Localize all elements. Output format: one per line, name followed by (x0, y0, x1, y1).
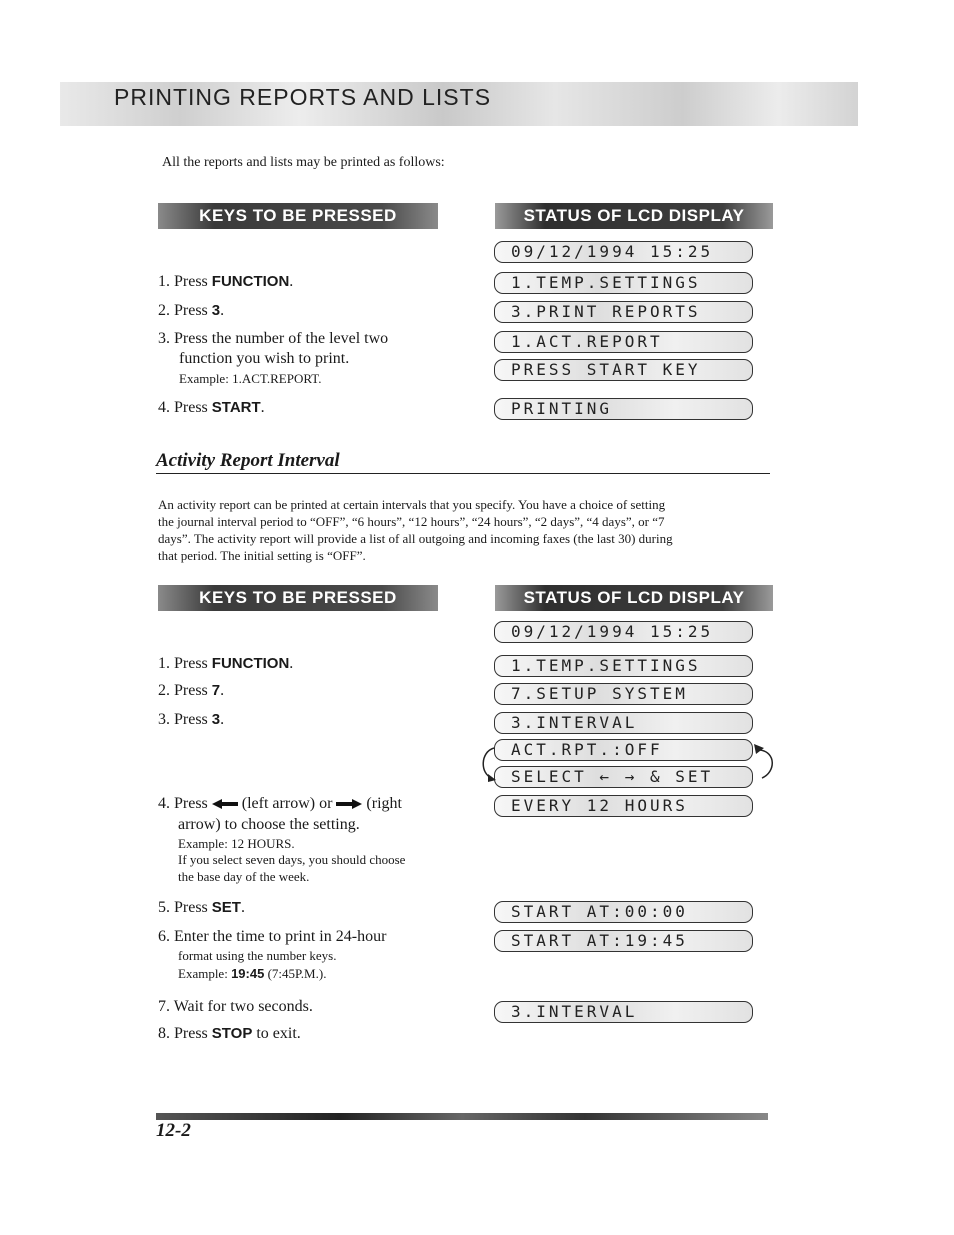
step-2: 2. Press 3. (158, 302, 225, 319)
lcd-display: 09/12/1994 15:25 (494, 241, 753, 263)
lcd-display: 3.INTERVAL (494, 1001, 753, 1023)
section-paragraph: An activity report can be printed at certain intervals that you specify. You have a choice of setting the journal interval period to “OFF”, “6 hours”, “12 hours”, “24 hours”, “2 days”, “4 days”, or “7 days”. The activity report will provide a list of all outgoing and incoming faxes (the last 30) during that period. The initial setting is “OFF”. (158, 497, 673, 563)
lcd-display: EVERY 12 HOURS (494, 795, 753, 817)
section-title: Activity Report Interval (156, 450, 340, 471)
step-6: 6. Enter the time to print in 24-hour (158, 928, 387, 945)
step-5: 5. Press SET. (158, 899, 245, 916)
step-3-line2: function you wish to print. (179, 350, 350, 367)
step-6-example: Example: 19:45 (7:45P.M.). (178, 966, 327, 981)
step-8: 8. Press STOP to exit. (158, 1025, 301, 1042)
page-title-bar (60, 82, 858, 126)
lcd-display: PRINTING (494, 398, 753, 420)
key-label: FUNCTION (211, 655, 290, 672)
step-4-note: the base day of the week. (178, 869, 310, 884)
lcd-display: 3.INTERVAL (494, 712, 753, 734)
lcd-display: SELECT ← → & SET (494, 766, 753, 788)
step-3-example: Example: 1.ACT.REPORT. (179, 371, 322, 386)
lcd-display: ACT.RPT.:OFF (494, 739, 753, 761)
cycle-arrow-left-icon (476, 744, 500, 784)
footer-bar (156, 1113, 768, 1120)
key-label: START (211, 399, 261, 416)
key-label: FUNCTION (211, 273, 290, 290)
lcd-display: 3.PRINT REPORTS (494, 301, 753, 323)
left-arrow-icon (212, 799, 238, 809)
step-3: 3. Press the number of the level two (158, 330, 389, 347)
step-6-line2: format using the number keys. (178, 948, 337, 963)
right-arrow-icon (336, 799, 362, 809)
lcd-header: STATUS OF LCD DISPLAY (495, 203, 773, 229)
lcd-display: 1.TEMP.SETTINGS (494, 272, 753, 294)
lcd-display: 09/12/1994 15:25 (494, 621, 753, 643)
step-1: 1. Press FUNCTION. (158, 655, 294, 672)
section-rule (156, 473, 770, 474)
page-title: PRINTING REPORTS AND LISTS (114, 84, 492, 110)
lcd-display: 1.ACT.REPORT (494, 331, 753, 353)
step-1: 1. Press FUNCTION. (158, 273, 294, 290)
step-4-note: If you select seven days, you should choose (178, 852, 406, 867)
lcd-display: 1.TEMP.SETTINGS (494, 655, 753, 677)
lcd-display: START AT:00:00 (494, 901, 753, 923)
intro-text: All the reports and lists may be printed as follows: (162, 155, 445, 170)
step-7: 7. Wait for two seconds. (158, 998, 313, 1015)
step-2: 2. Press 7. (158, 682, 225, 699)
cycle-arrow-right-icon (752, 740, 782, 784)
step-4: 4. Press (left arrow) or (right (158, 795, 402, 812)
step-4-line2: arrow) to choose the setting. (178, 816, 360, 833)
step-4-example: Example: 12 HOURS. (178, 836, 295, 851)
step-4: 4. Press START. (158, 399, 265, 416)
key-label: SET (211, 899, 241, 916)
lcd-display: PRESS START KEY (494, 359, 753, 381)
lcd-display: 7.SETUP SYSTEM (494, 683, 753, 705)
key-label: STOP (211, 1025, 253, 1042)
lcd-display: START AT:19:45 (494, 930, 753, 952)
keys-header: KEYS TO BE PRESSED (158, 585, 438, 611)
key-label: 3 (211, 711, 221, 728)
key-label: 3 (211, 302, 221, 319)
page-number: 12-2 (156, 1120, 191, 1141)
step-3: 3. Press 3. (158, 711, 225, 728)
key-label: 7 (211, 682, 221, 699)
keys-header: KEYS TO BE PRESSED (158, 203, 438, 229)
lcd-header: STATUS OF LCD DISPLAY (495, 585, 773, 611)
